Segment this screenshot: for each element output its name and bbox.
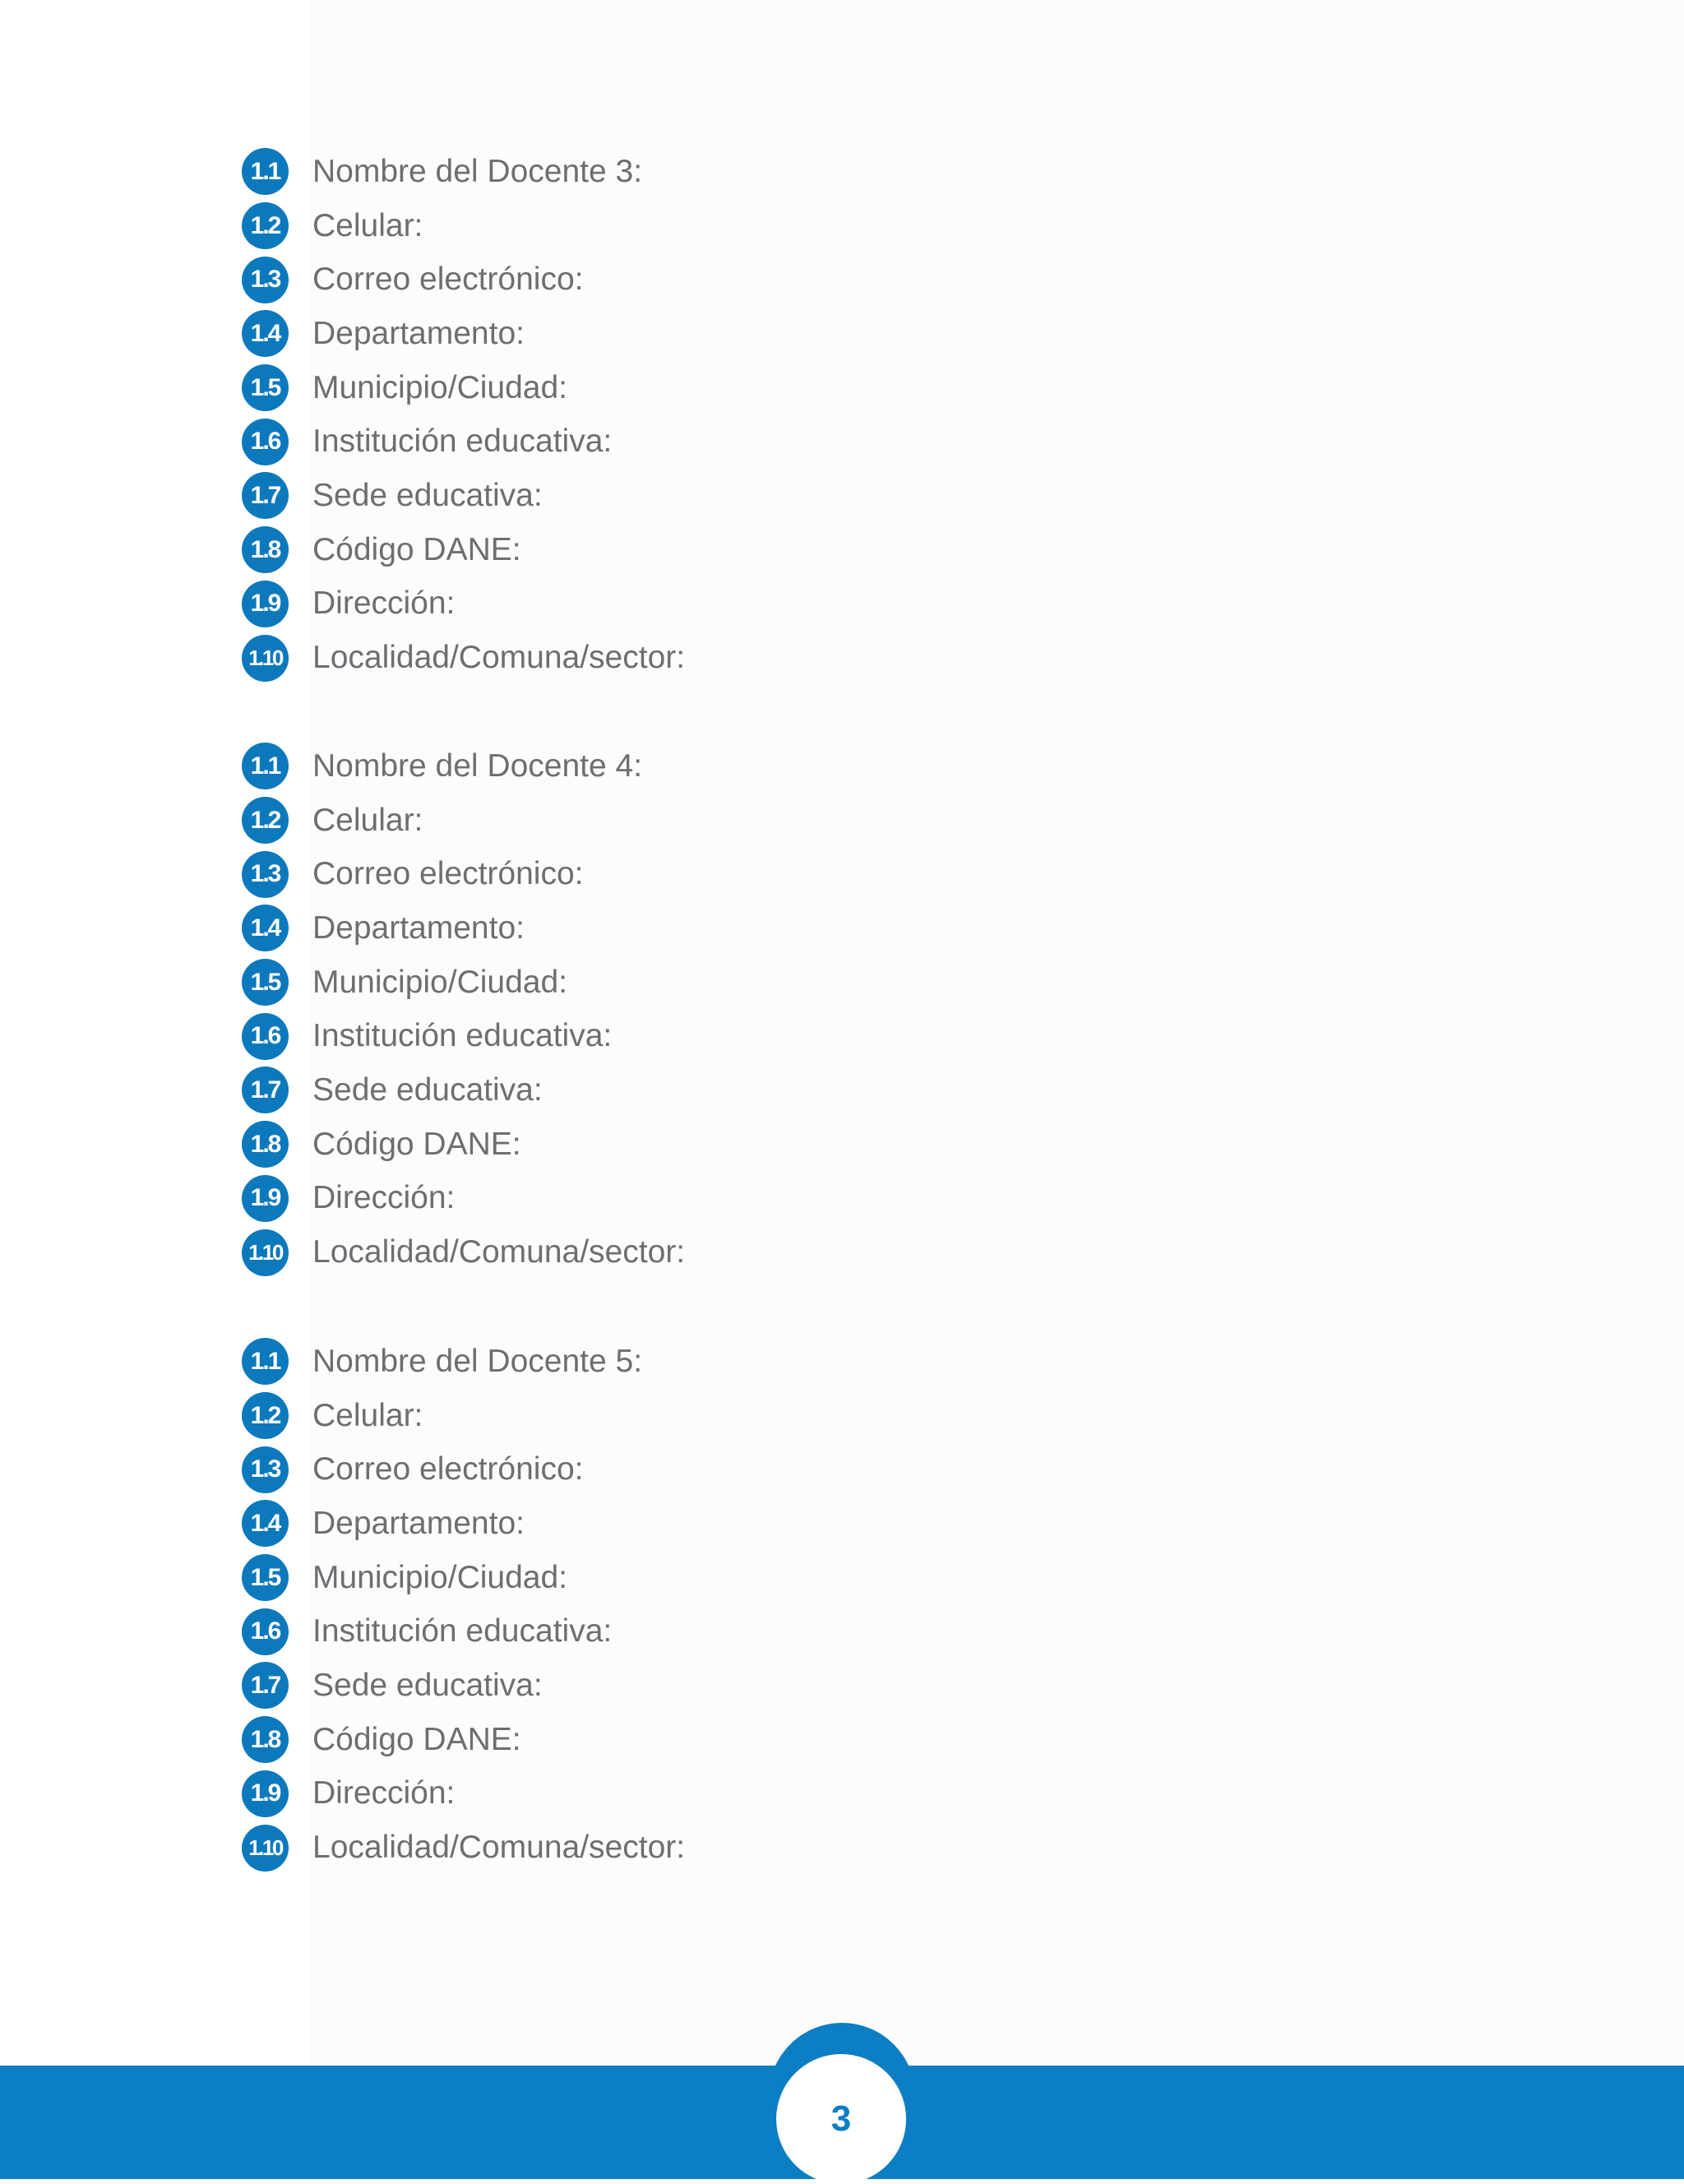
number-badge: 1.1 bbox=[242, 1338, 289, 1385]
number-badge: 1.8 bbox=[242, 1121, 289, 1168]
field-row-correo bbox=[242, 847, 1393, 901]
field-row-correo bbox=[242, 1442, 1393, 1497]
field-row-institucion bbox=[242, 1009, 1393, 1063]
number-badge: 1.9 bbox=[242, 1770, 289, 1817]
number-badge: 1.7 bbox=[242, 472, 289, 519]
field-row-codigo-dane bbox=[242, 1713, 1393, 1767]
number-badge: 1.2 bbox=[242, 202, 289, 249]
field-row-municipio bbox=[242, 361, 1393, 415]
field-row-codigo-dane bbox=[242, 1117, 1393, 1172]
number-badge: 1.4 bbox=[242, 1500, 289, 1547]
field-label-localidad: Localidad/Comuna/sector: bbox=[312, 1234, 686, 1270]
field-label-nombre: Nombre del Docente 4: bbox=[312, 747, 643, 784]
field-row-direccion bbox=[242, 577, 1393, 632]
number-badge: 1.4 bbox=[242, 310, 289, 357]
page-number-circle bbox=[776, 2054, 906, 2184]
field-label-direccion: Dirección: bbox=[312, 585, 456, 622]
docente-3-section bbox=[242, 145, 1393, 685]
number-badge: 1.3 bbox=[242, 257, 289, 303]
field-row-institucion bbox=[242, 1604, 1393, 1659]
number-badge: 1.10 bbox=[242, 1229, 289, 1276]
field-label-correo: Correo electrónico: bbox=[312, 261, 584, 298]
number-badge: 1.7 bbox=[242, 1067, 289, 1113]
field-label-codigo-dane: Código DANE: bbox=[312, 1126, 521, 1162]
field-row-localidad bbox=[242, 631, 1393, 685]
field-row-localidad bbox=[242, 1225, 1393, 1279]
field-label-celular: Celular: bbox=[312, 802, 423, 838]
number-badge: 1.4 bbox=[242, 905, 289, 951]
field-row-celular bbox=[242, 199, 1393, 253]
field-row-nombre bbox=[242, 1335, 1393, 1389]
field-row-nombre bbox=[242, 739, 1393, 794]
page-number: 3 bbox=[830, 2098, 852, 2139]
field-row-direccion bbox=[242, 1172, 1393, 1226]
field-label-nombre: Nombre del Docente 3: bbox=[312, 153, 643, 189]
field-label-codigo-dane: Código DANE: bbox=[312, 1721, 521, 1757]
field-row-municipio bbox=[242, 956, 1393, 1010]
field-label-direccion: Dirección: bbox=[312, 1180, 456, 1216]
field-row-nombre bbox=[242, 145, 1393, 199]
field-label-municipio: Municipio/Ciudad: bbox=[312, 369, 568, 405]
number-badge: 1.3 bbox=[242, 851, 289, 898]
field-label-departamento: Departamento: bbox=[312, 1505, 525, 1541]
field-label-localidad: Localidad/Comuna/sector: bbox=[312, 1830, 686, 1866]
number-badge: 1.10 bbox=[242, 635, 289, 682]
number-badge: 1.6 bbox=[242, 419, 289, 465]
field-row-localidad bbox=[242, 1821, 1393, 1875]
field-label-celular: Celular: bbox=[312, 1397, 423, 1433]
number-badge: 1.5 bbox=[242, 959, 289, 1006]
field-label-sede: Sede educativa: bbox=[312, 477, 543, 513]
number-badge: 1.3 bbox=[242, 1446, 289, 1493]
field-label-nombre: Nombre del Docente 5: bbox=[312, 1343, 643, 1379]
field-label-municipio: Municipio/Ciudad: bbox=[312, 1559, 568, 1595]
number-badge: 1.6 bbox=[242, 1608, 289, 1655]
field-label-departamento: Departamento: bbox=[312, 315, 525, 351]
number-badge: 1.9 bbox=[242, 1175, 289, 1222]
number-badge: 1.10 bbox=[242, 1825, 289, 1872]
number-badge: 1.5 bbox=[242, 1554, 289, 1601]
field-row-direccion bbox=[242, 1767, 1393, 1821]
field-row-municipio bbox=[242, 1551, 1393, 1605]
field-label-sede: Sede educativa: bbox=[312, 1667, 543, 1703]
field-label-correo: Correo electrónico: bbox=[312, 856, 584, 892]
field-label-direccion: Dirección: bbox=[312, 1775, 456, 1812]
field-row-sede bbox=[242, 469, 1393, 523]
field-row-departamento bbox=[242, 307, 1393, 361]
number-badge: 1.2 bbox=[242, 797, 289, 844]
number-badge: 1.1 bbox=[242, 148, 289, 195]
field-row-celular bbox=[242, 1389, 1393, 1443]
field-label-institucion: Institución educativa: bbox=[312, 1613, 613, 1650]
number-badge: 1.9 bbox=[242, 581, 289, 627]
docente-5-section bbox=[242, 1335, 1393, 1875]
number-badge: 1.8 bbox=[242, 526, 289, 573]
field-row-celular bbox=[242, 794, 1393, 848]
field-row-codigo-dane bbox=[242, 523, 1393, 577]
field-label-correo: Correo electrónico: bbox=[312, 1451, 584, 1488]
field-row-departamento bbox=[242, 1497, 1393, 1551]
number-badge: 1.2 bbox=[242, 1392, 289, 1439]
field-label-codigo-dane: Código DANE: bbox=[312, 531, 521, 567]
docente-4-section bbox=[242, 739, 1393, 1279]
field-label-celular: Celular: bbox=[312, 207, 423, 243]
field-label-localidad: Localidad/Comuna/sector: bbox=[312, 640, 686, 676]
field-row-sede bbox=[242, 1063, 1393, 1117]
field-row-institucion bbox=[242, 414, 1393, 469]
field-label-institucion: Institución educativa: bbox=[312, 423, 613, 460]
number-badge: 1.8 bbox=[242, 1716, 289, 1763]
number-badge: 1.5 bbox=[242, 364, 289, 411]
field-row-sede bbox=[242, 1659, 1393, 1713]
number-badge: 1.1 bbox=[242, 743, 289, 789]
number-badge: 1.6 bbox=[242, 1013, 289, 1060]
field-label-municipio: Municipio/Ciudad: bbox=[312, 964, 568, 1000]
field-label-institucion: Institución educativa: bbox=[312, 1018, 613, 1054]
field-label-sede: Sede educativa: bbox=[312, 1071, 543, 1108]
field-label-departamento: Departamento: bbox=[312, 909, 525, 946]
field-row-correo bbox=[242, 252, 1393, 307]
number-badge: 1.7 bbox=[242, 1662, 289, 1709]
field-row-departamento bbox=[242, 901, 1393, 956]
